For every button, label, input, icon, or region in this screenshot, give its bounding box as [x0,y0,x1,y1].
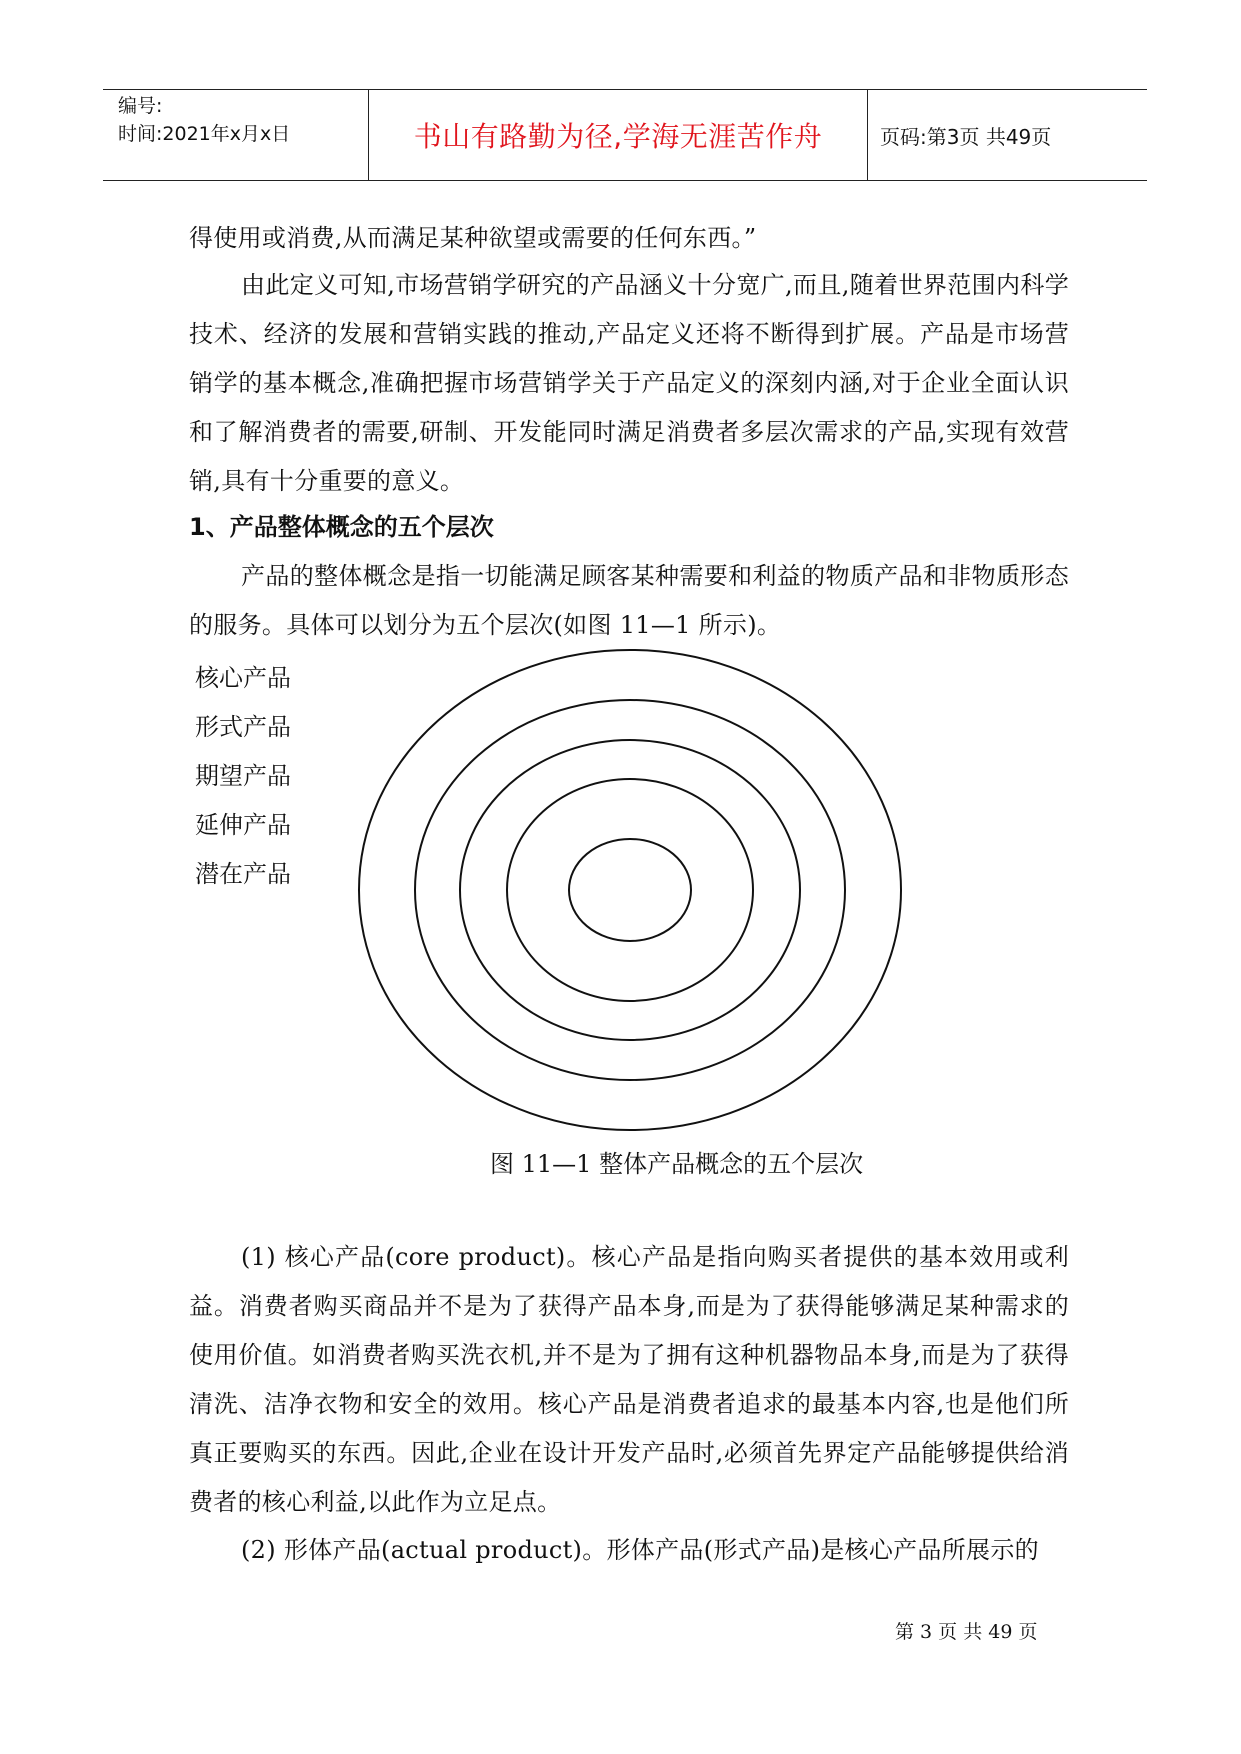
figure-level-labels [195,654,291,899]
paragraph-5: (2) 形体产品(actual product)。形体产品(形式产品)是核心产品所展示的 [241,1536,1039,1564]
ring-potential [359,650,901,1130]
document-number-label: 编号: [118,95,163,117]
paragraph-2: 由此定义可知,市场营销学研究的产品涵义十分宽广,而且,随着世界范围内科学技术、经济的发展和营销实践的推动,产品定义还将不断得到扩展。产品是市场营销学的基本概念,准确把握市场营销学关于产品定义的深刻内涵,对于企业全面认识和了解消费者的需要,研制、开发能同时满足消费者多层次需求的产品,实现有效营销,具有十分重要的意义。 [189,271,1069,495]
level-label-expected: 期望产品 [195,762,291,790]
header-motto: 书山有路勤为径,学海无涯苦作舟 [369,90,868,180]
header-meta [103,90,369,180]
paragraph-3: 产品的整体概念是指一切能满足顾客某种需要和利益的物质产品和非物质形态的服务。具体可以划分为五个层次(如图 11—1 所示)。 [189,562,1069,639]
paragraph-1: 得使用或消费,从而满足某种欲望或需要的任何东西。” [189,224,757,252]
level-label-core: 核心产品 [195,664,291,692]
ring-expected [460,740,800,1040]
header-page-info: 页码:第3页 共49页 [880,124,1052,149]
figure-caption: 图 11—1 整体产品概念的五个层次 [490,1150,864,1178]
paragraph-4: (1) 核心产品(core product)。核心产品是指向购买者提供的基本效用或利益。消费者购买商品并不是为了获得产品本身,而是为了获得能够满足某种需求的使用价值。如消费者购买洗衣机,并不是为了拥有这种机器物品本身,而是为了获得清洗、洁净衣物和安全的效用。核心产品是消费者追求的最基本内容,也是他们所真正要购买的东西。因此,企业在设计开发产品时,必须首先界定产品能够提供给消费者的核心利益,以此作为立足点。 [189,1243,1069,1516]
concentric-levels-diagram [350,645,910,1145]
page-footer: 第 3 页 共 49 页 [895,1621,1038,1643]
ring-form [507,779,753,1001]
level-label-potential: 潜在产品 [195,860,291,888]
ring-extended [415,700,845,1080]
document-time-label: 时间:2021年x月x日 [118,123,291,145]
level-label-form: 形式产品 [195,713,291,741]
section-heading: 1、产品整体概念的五个层次 [189,513,494,541]
ring-core [569,839,691,941]
level-label-extended: 延伸产品 [195,811,291,839]
page-header [103,89,1147,181]
